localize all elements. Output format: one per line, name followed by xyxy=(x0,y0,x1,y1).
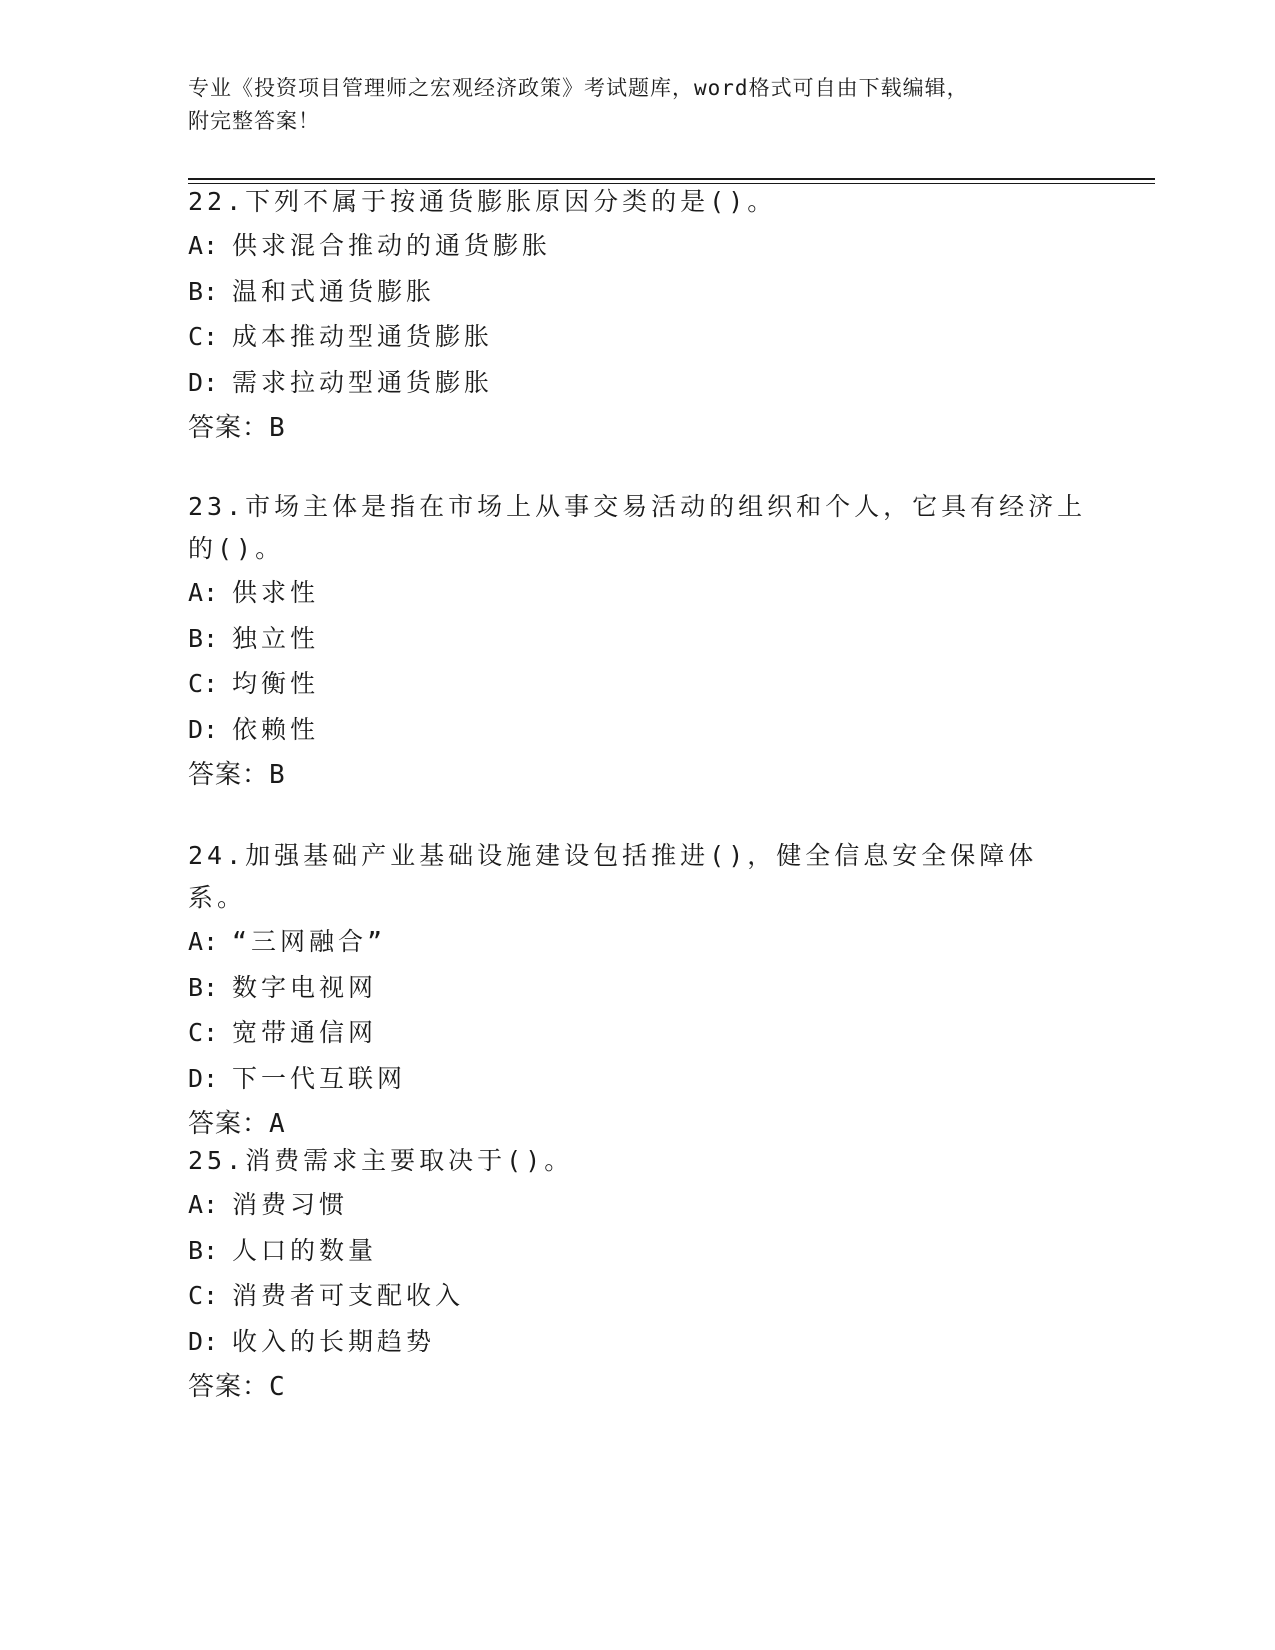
option-key: D: xyxy=(188,1063,219,1093)
question-stem-continued: 的()。 xyxy=(188,534,285,563)
option-key: B: xyxy=(188,623,219,653)
answer-label: 答案： xyxy=(188,1372,270,1402)
option-key: D: xyxy=(188,367,219,397)
answer-label: 答案： xyxy=(188,760,270,790)
question-stem: 23.市场主体是指在市场上从事交易活动的组织和个人，它具有经济上 xyxy=(188,492,1087,521)
option-text: 下一代互联网 xyxy=(232,1063,407,1093)
answer-value: C xyxy=(269,1372,286,1402)
option-c xyxy=(188,1010,1088,1056)
option-b xyxy=(188,965,1088,1011)
option-key: C: xyxy=(188,1281,219,1310)
question-stem: 22.下列不属于按通货膨胀原因分类的是()。 xyxy=(188,187,777,216)
option-text: 温和式通货膨胀 xyxy=(232,276,436,306)
answer-label: 答案： xyxy=(188,413,270,443)
option-key: C: xyxy=(188,1018,219,1047)
option-key: B: xyxy=(188,276,219,306)
option-text: 均衡性 xyxy=(232,669,320,698)
question-25 xyxy=(188,1140,1088,1410)
question-24 xyxy=(188,835,1088,1147)
option-text: 需求拉动型通货膨胀 xyxy=(232,367,494,397)
document-header xyxy=(188,72,1088,138)
option-a xyxy=(188,1182,1088,1228)
option-a xyxy=(188,223,1088,269)
header-line-2: 附完整答案！ xyxy=(188,109,320,133)
option-text: 人口的数量 xyxy=(232,1235,378,1265)
option-key: D: xyxy=(188,1326,219,1356)
option-b xyxy=(188,616,1088,662)
option-c xyxy=(188,314,1088,360)
option-text: 数字电视网 xyxy=(232,972,378,1002)
answer-line xyxy=(188,405,1088,451)
option-key: C: xyxy=(188,669,219,698)
option-key: A: xyxy=(188,231,219,260)
option-d xyxy=(188,1056,1088,1102)
option-key: B: xyxy=(188,972,219,1002)
option-text: 成本推动型通货膨胀 xyxy=(232,322,494,351)
option-text: 消费习惯 xyxy=(232,1190,349,1219)
answer-value: B xyxy=(269,760,286,790)
option-text: “三网融合” xyxy=(232,927,387,956)
option-key: A: xyxy=(188,578,219,607)
answer-line xyxy=(188,1364,1088,1410)
answer-label: 答案： xyxy=(188,1109,270,1139)
option-text: 消费者可支配收入 xyxy=(232,1281,465,1310)
option-b xyxy=(188,1228,1088,1274)
option-key: B: xyxy=(188,1235,219,1265)
option-text: 收入的长期趋势 xyxy=(232,1326,436,1356)
option-text: 供求性 xyxy=(232,578,320,607)
option-text: 独立性 xyxy=(232,623,320,653)
option-key: C: xyxy=(188,322,219,351)
option-text: 宽带通信网 xyxy=(232,1018,378,1047)
question-22 xyxy=(188,181,1088,451)
option-b xyxy=(188,269,1088,315)
question-stem: 24.加强基础产业基础设施建设包括推进()，健全信息安全保障体系。 xyxy=(188,841,1038,912)
option-text: 依赖性 xyxy=(232,714,320,744)
answer-value: A xyxy=(269,1109,286,1139)
option-key: A: xyxy=(188,1190,219,1219)
option-d xyxy=(188,707,1088,753)
option-d xyxy=(188,360,1088,406)
answer-line xyxy=(188,752,1088,798)
option-d xyxy=(188,1319,1088,1365)
option-c xyxy=(188,661,1088,707)
option-a xyxy=(188,919,1088,965)
question-stem: 25.消费需求主要取决于()。 xyxy=(188,1146,574,1175)
option-text: 供求混合推动的通货膨胀 xyxy=(232,231,552,260)
answer-value: B xyxy=(269,413,286,443)
option-a xyxy=(188,570,1088,616)
option-key: D: xyxy=(188,714,219,744)
question-23 xyxy=(188,486,1088,798)
option-key: A: xyxy=(188,927,219,956)
option-c xyxy=(188,1273,1088,1319)
header-line-1: 专业《投资项目管理师之宏观经济政策》考试题库，word格式可自由下载编辑， xyxy=(188,76,969,100)
